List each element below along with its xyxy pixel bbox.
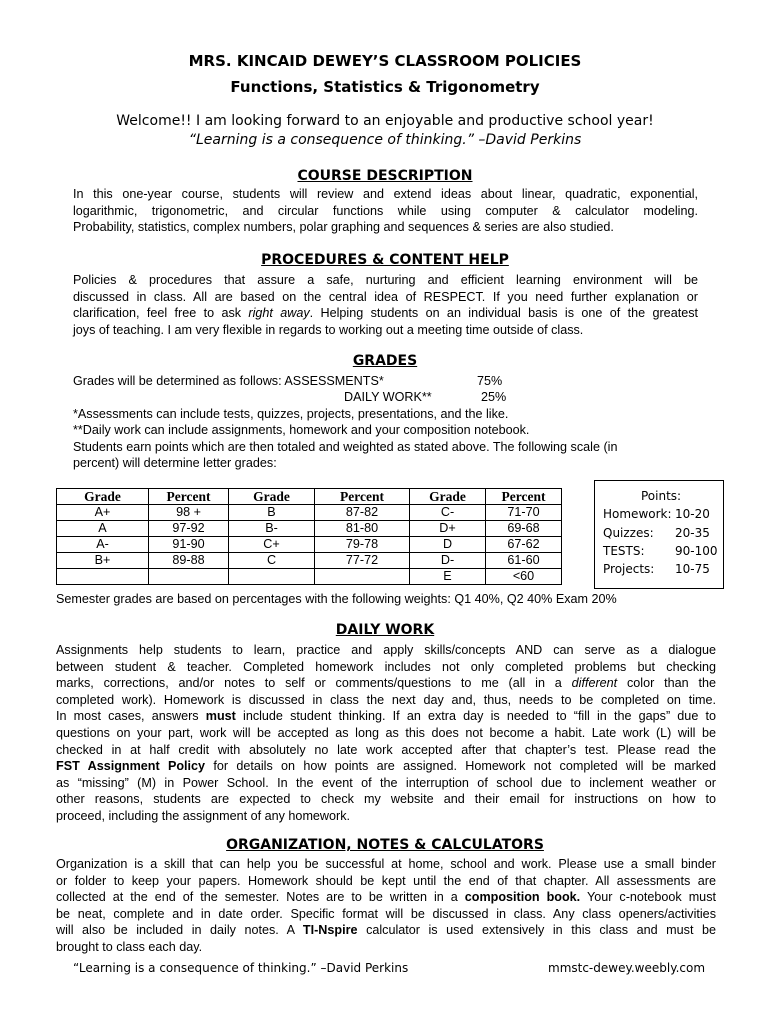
scale-text: Students earn points which are then totaled and weighted as stated above. The following scale (in [73,440,618,454]
daily-text-part: In most cases, answers [56,709,206,724]
table-cell: B- [229,521,315,537]
table-cell: A [57,521,149,537]
daily-work-label: DAILY WORK** [344,390,432,404]
table-cell: D [410,537,486,553]
points-value: 90-100 [675,544,718,558]
table-cell [57,569,149,585]
procedures-line: joys of teaching. I am very flexible in regards to working out a meeting time outside of class. [73,322,584,337]
table-header: Percent [315,489,410,505]
organization-heading: ORGANIZATION, NOTES & CALCULATORS [226,837,544,853]
daily-text-part: marks, corrections, and/or notes to self or comments/questions to me (all in a [56,676,572,691]
course-line: Probability, statistics, complex numbers, polar graphing and sequences & series are also studied. [73,220,614,235]
daily-line: proceed, including the assignment of any homework. [56,808,351,823]
table-header: Percent [149,489,229,505]
composition-book-emphasis: composition book. [464,890,581,905]
table-header-row [57,489,562,505]
table-cell: <60 [486,569,562,585]
table-header: Grade [229,489,315,505]
grades-heading: GRADES [352,353,418,369]
organization-text [56,856,716,956]
table-cell: 61-60 [486,553,562,569]
procedures-text-part: . Helping students on an individual basis is one of the greatest [309,306,698,321]
table-cell: B+ [57,553,149,569]
table-cell [149,569,229,585]
course-line: In this one-year course, students will review and extend ideas about linear, quadratic, exponential, [73,187,698,201]
different-emphasis: different [571,676,618,691]
table-cell: 69-68 [486,521,562,537]
table-header: Percent [486,489,562,505]
daily-line: questions on your part, work will be accepted as long as this does not become a habit. Late work (L) will be [56,725,716,740]
table-cell: C [229,553,315,569]
welcome-text: Welcome!! I am looking forward to an enjoyable and productive school year! [116,113,654,129]
daily-line: completed work). Homework is discussed in class the next day and, thus, needs to be completed on time. [56,692,716,707]
points-label: Homework: [603,507,672,521]
procedures-text-part: clarification, feel free to ask [73,306,249,321]
assignment-policy-emphasis: FST Assignment Policy [56,759,206,774]
table-cell: E [410,569,486,585]
procedures-line: discussed in class. All are based on the central idea of RESPECT. If you need further explanation or [73,289,698,304]
ti-nspire-emphasis: TI-Nspire [302,923,358,938]
table-cell: 87-82 [315,505,410,521]
org-text-part: Your c-notebook must [580,890,716,905]
daily-line [56,758,716,775]
footer-website: mmstc-dewey.weebly.com [548,961,706,975]
page-title: MRS. KINCAID DEWEY’S CLASSROOM POLICIES [188,52,582,70]
points-box [594,480,724,589]
org-line: brought to class each day. [56,939,203,954]
table-row [57,505,562,521]
procedures-line [73,305,698,322]
course-description-heading: COURSE DESCRIPTION [297,168,473,184]
table-cell: D+ [410,521,486,537]
org-line: Organization is a skill that can help you be successful at home, school and work. Please use a small binder [56,857,716,871]
table-cell: D- [410,553,486,569]
table-cell: A+ [57,505,149,521]
table-cell: 97-92 [149,521,229,537]
points-value: 10-75 [675,562,710,576]
table-cell [315,569,410,585]
org-line [56,889,716,906]
procedures-line: Policies & procedures that assure a safe, nurturing and efficient learning environment will be [73,273,698,287]
procedures-text [73,272,698,338]
daily-line: as “missing” (M) in Power School. In the event of the interruption of school due to inclement weather or [56,775,716,790]
must-emphasis: must [205,709,236,724]
assessments-note: *Assessments can include tests, quizzes, projects, presentations, and the like. [73,407,509,421]
table-cell: 71-70 [486,505,562,521]
table-cell: 98 + [149,505,229,521]
table-cell: 89-88 [149,553,229,569]
table-cell: 77-72 [315,553,410,569]
daily-line: other reasons, students are expected to check my website and their email for instructions on how to [56,792,716,807]
grade-scale-table [56,488,562,585]
daily-line: between student & teacher. Completed homework includes not only completed problems but checking [56,659,716,674]
org-text-part: collected at the end of the semester. Notes are to be written in a [56,890,465,905]
daily-work-text [56,642,716,825]
points-title: Points: [641,489,682,503]
table-cell: 79-78 [315,537,410,553]
table-row [57,569,562,585]
right-away-emphasis: right away [248,306,310,321]
semester-weights: Semester grades are based on percentages with the following weights: Q1 40%, Q2 40% Exam 20% [56,592,617,606]
table-cell: A- [57,537,149,553]
points-label: Quizzes: [603,526,654,540]
points-value: 20-35 [675,526,710,540]
table-cell [229,569,315,585]
table-cell: B [229,505,315,521]
footer-quote: “Learning is a consequence of thinking.” –David Perkins [73,961,409,975]
daily-work-note: **Daily work can include assignments, homework and your composition notebook. [73,423,530,437]
daily-text-part: color than the [617,676,716,691]
table-cell: 67-62 [486,537,562,553]
org-text-part: will also be included in daily notes. A [56,923,303,938]
table-row [57,521,562,537]
points-label: Projects: [603,562,655,576]
org-text-part: calculator is used extensively in this class and must be [357,923,716,938]
points-value: 10-20 [675,507,710,521]
points-label: TESTS: [603,544,645,558]
org-line: be neat, complete and in date order. Specific format will be discussed in class. Any class openers/activities [56,906,716,921]
table-cell: C- [410,505,486,521]
table-cell: 91-90 [149,537,229,553]
daily-line: checked in at half credit with absolutely no late work accepted after that chapter’s test. Please read the [56,742,716,757]
table-header: Grade [410,489,486,505]
daily-text-part: for details on how points are assigned. Homework not completed will be marked [205,759,717,774]
daily-line [56,708,716,725]
table-header: Grade [57,489,149,505]
course-description-text [73,186,698,236]
header-quote: “Learning is a consequence of thinking.” –David Perkins [188,132,582,148]
daily-text-part: include student thinking. If an extra day is needed to “fill in the gaps” due to [235,709,716,724]
org-line [56,922,716,939]
table-cell: C+ [229,537,315,553]
table-cell: 81-80 [315,521,410,537]
daily-work-heading: DAILY WORK [335,622,435,638]
daily-line: Assignments help students to learn, practice and apply skills/concepts AND can serve as a dialogue [56,643,716,657]
daily-work-percent: 25% [481,390,507,404]
procedures-heading: PROCEDURES & CONTENT HELP [261,252,509,268]
page-subtitle: Functions, Statistics & Trigonometry [230,78,540,96]
grades-intro: Grades will be determined as follows: ASSESSMENTS* [73,374,384,388]
table-row [57,553,562,569]
table-row [57,537,562,553]
course-line: logarithmic, trigonometric, and circular functions while using computer & calculator modeling. [73,203,698,218]
assessments-percent: 75% [477,374,503,388]
scale-text: percent) will determine letter grades: [73,456,277,470]
org-line: or folder to keep your papers. Homework should be kept until the end of that chapter. All assessments are [56,873,716,888]
daily-line [56,675,716,692]
